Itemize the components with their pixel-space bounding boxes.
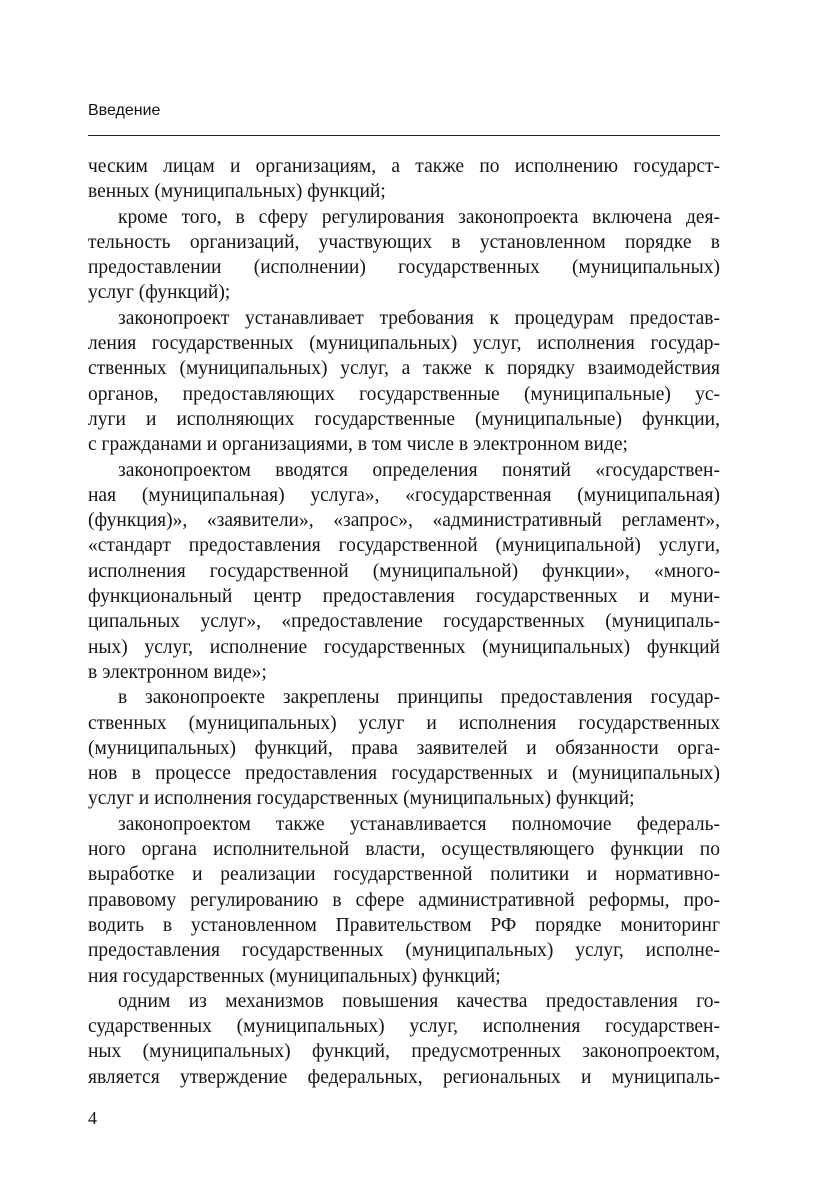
text-line: ная (муниципальная) услуга», «государственная (муниципальная)	[88, 484, 720, 506]
text-line: ческим лицам и организациям, а также по исполнению государст-	[88, 156, 720, 177]
text-line: услуг (функций);	[88, 282, 231, 304]
text-line: ных) услуг, исполнение государственных (муниципальных) функций	[88, 636, 720, 658]
text-line: органов, предоставляющих государственные (муниципальные) ус-	[88, 383, 720, 405]
text-line: луги и исполняющих государственные (муниципальные) функции,	[88, 408, 720, 430]
body-text	[88, 154, 720, 1090]
text-line: предоставления государственных (муниципальных) услуг, исполне-	[88, 940, 720, 962]
text-line: является утверждение федеральных, региональных и муниципаль-	[88, 1066, 720, 1088]
text-line: «стандарт предоставления государственной (муниципальной) услуги,	[88, 535, 720, 557]
text-line: сударственных (муниципальных) услуг, исполнения государствен-	[88, 1016, 720, 1038]
text-line: в законопроекте закреплены принципы предоставления государ-	[118, 687, 720, 709]
text-line: кроме того, в сферу регулирования законопроекта включена дея-	[118, 206, 720, 228]
text-line: ных (муниципальных) функций, предусмотренных законопроектом,	[88, 1041, 720, 1063]
text-line: (муниципальных) функций, права заявителей и обязанности орга-	[88, 737, 720, 759]
text-line: тельность организаций, участвующих в установленном порядке в	[88, 231, 720, 253]
text-line: ципальных услуг», «предоставление государственных (муниципаль-	[88, 611, 720, 633]
text-line: функциональный центр предоставления государственных и муни-	[88, 586, 720, 608]
text-line: (функция)», «заявители», «запрос», «административный регламент»,	[88, 510, 720, 532]
text-line: с гражданами и организациями, в том числе в электронном виде;	[88, 434, 628, 456]
header-divider	[88, 135, 720, 136]
running-header: Введение	[88, 102, 161, 119]
text-line: правовому регулированию в сфере административной реформы, про-	[88, 889, 720, 911]
text-line: нов в процессе предоставления государственных и (муниципальных)	[88, 763, 720, 785]
text-line: исполнения государственной (муниципальной) функции», «много-	[88, 560, 720, 582]
text-line: одним из механизмов повышения качества предоставления го-	[118, 990, 720, 1012]
text-line: выработке и реализации государственной политики и нормативно-	[88, 864, 720, 886]
text-line: ния государственных (муниципальных) функций;	[88, 965, 501, 987]
page-number: 4	[88, 1108, 97, 1128]
text-line: услуг и исполнения государственных (муниципальных) функций;	[88, 788, 635, 810]
text-line: водить в установленном Правительством РФ порядке мониторинг	[88, 914, 720, 936]
text-line: венных (муниципальных) функций;	[88, 181, 386, 203]
text-line: в электронном виде»;	[88, 661, 267, 683]
text-line: законопроект устанавливает требования к процедурам предостав-	[118, 307, 720, 329]
text-line: ления государственных (муниципальных) услуг, исполнения государ-	[88, 333, 720, 355]
text-line: ственных (муниципальных) услуг и исполнения государственных	[88, 712, 720, 734]
text-line: предоставлении (исполнении) государственных (муниципальных)	[88, 257, 720, 279]
text-line: законопроектом также устанавливается полномочие федераль-	[118, 813, 720, 835]
text-line: законопроектом вводятся определения понятий «государствен-	[118, 459, 720, 481]
text-line: ственных (муниципальных) услуг, а также к порядку взаимодействия	[88, 358, 720, 380]
text-line: ного органа исполнительной власти, осуществляющего функции по	[88, 839, 720, 861]
